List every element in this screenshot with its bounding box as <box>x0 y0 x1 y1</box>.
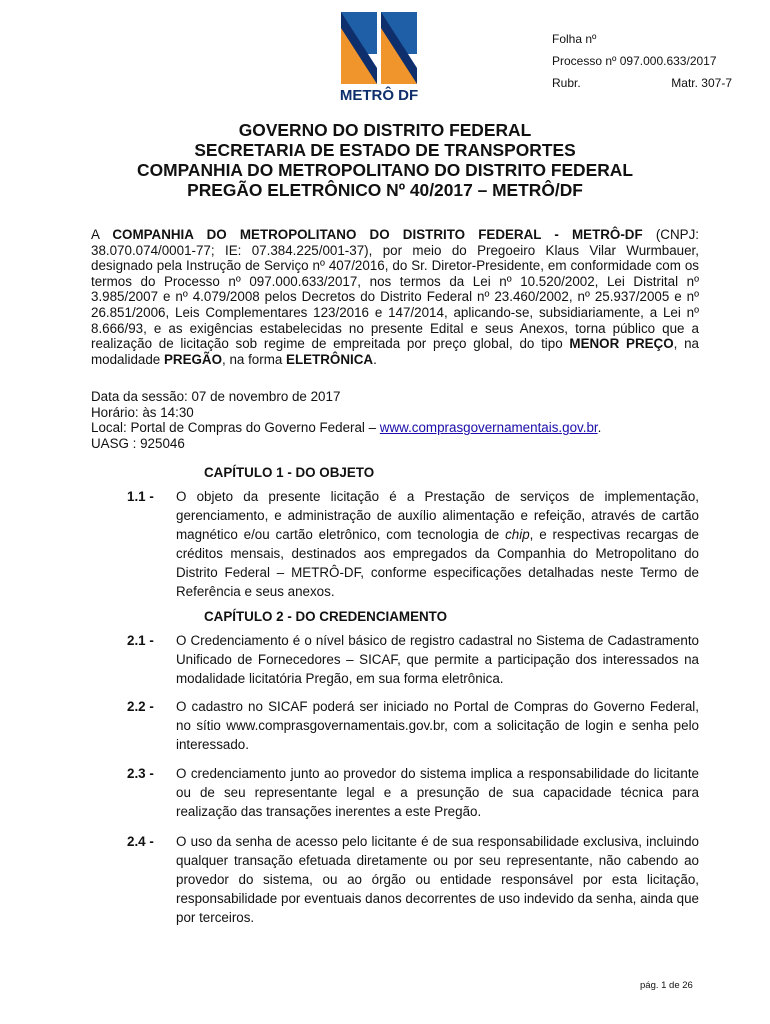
clause-text: O uso da senha de acesso pelo licitante é de sua responsabilidade exclusiva, incluindo qualquer transação efetuada diretamente ou por seu representante, não cabendo ao provedor do sistema, ou ao órgão ou entidade responsável por esta licitação, responsabilidade por eventuais danos decorrentes de uso indevido da senha, ainda que por terceiros. <box>176 834 699 925</box>
clause-number: 2.2 - <box>127 699 154 714</box>
page-number: pág. 1 de 26 <box>640 980 693 991</box>
intro-text-1: A <box>91 227 113 242</box>
clause-text: O objeto da presente licitação é a Prestação de serviços de implementação, gerenciamento, e administração de auxílio alimentação e refeição, através de cartão magnético e/ou cartão eletrônico, com tecnologia de chip, e respectivas recargas de créditos mensais, destinados aos empregados da Companhia do Metropolitano do Distrito Federal – METRÔ-DF, conforme especificações detalhadas neste Termo de Referência e seus anexos. <box>176 489 699 599</box>
clause-2-2 <box>91 697 699 754</box>
clause-number: 2.3 - <box>127 766 154 781</box>
chapter-2-title: CAPÍTULO 2 - DO CREDENCIAMENTO <box>204 609 448 624</box>
matr-label: Matr. 307-7 <box>671 76 732 90</box>
header-line-1: GOVERNO DO DISTRITO FEDERAL <box>238 120 532 140</box>
intro-text-2: (CNPJ: 38.070.074/0001-77; IE: 07.384.225/001-37), por meio do Pregoeiro Klaus Vilar Wurmbauer, designado pela Instrução de Serviço nº 407/2016, do Sr. Diretor-Presidente, em conformidade com os termos do Processo nº 097.000.633/2017, nos termos da Lei nº 10.520/2002, Lei Distrital nº 3.985/2007 e nº 4.079/2008 pelos Decretos do Distrito Federal nº 23.460/2002, nº 25.937/2005 e nº 26.851/2006, Leis Complementares 123/2016 e 147/2014, aplicando-se, subsidiariamente, a Lei nº 8.666/93, e as exigências estabelecidas no presente Edital e seus Anexos, torna público que a realização de licitação sob regime de empreitada por preço global, do tipo <box>91 227 699 352</box>
intro-text-4: , na forma <box>222 351 287 367</box>
svg-text:METRÔ DF: METRÔ DF <box>339 87 419 102</box>
session-time: Horário: às 14:30 <box>91 404 194 420</box>
header-line-2: SECRETARIA DE ESTADO DE TRANSPORTES <box>194 140 576 160</box>
intro-paragraph <box>91 227 699 367</box>
document-header <box>60 120 710 200</box>
clause-2-4 <box>91 832 699 927</box>
chapter-1-title: CAPÍTULO 1 - DO OBJETO <box>204 465 375 480</box>
company-name: COMPANHIA DO METROPOLITANO DO DISTRITO FEDERAL - METRÔ-DF <box>112 227 643 242</box>
intro-text-3: , na modalidade <box>91 336 699 367</box>
uasg-code: UASG : 925046 <box>91 435 185 451</box>
compras-link[interactable]: www.comprasgovernamentais.gov.br <box>379 420 598 436</box>
session-info <box>91 389 699 451</box>
session-date: Data da sessão: 07 de novembro de 2017 <box>91 389 341 404</box>
chip-emphasis: chip <box>505 527 530 542</box>
clause-text: O Credenciamento é o nível básico de registro cadastral no Sistema de Cadastramento Unificado de Fornecedores – SICAF, que permite a participação dos interessados na modalidade licitatória Pregão, em sua forma eletrônica. <box>176 633 699 686</box>
clause-1-1 <box>91 487 699 601</box>
clause-number: 1.1 - <box>127 489 154 504</box>
process-stamp <box>552 28 732 94</box>
metro-df-logo <box>333 6 425 102</box>
clause-number: 2.4 - <box>127 834 154 849</box>
header-line-4: PREGÃO ELETRÔNICO Nº 40/2017 – METRÔ/DF <box>187 180 583 200</box>
clause-text: O cadastro no SICAF poderá ser iniciado no Portal de Compras do Governo Federal, no sítio www.comprasgovernamentais.gov.br, com a solicitação de login e senha pelo interessado. <box>176 699 699 752</box>
modalidade-pregao: PREGÃO <box>163 351 223 367</box>
folha-label: Folha nº <box>552 32 597 46</box>
header-line-3: COMPANHIA DO METROPOLITANO DO DISTRITO FEDERAL <box>137 160 633 180</box>
rubr-label: Rubr. <box>552 76 581 90</box>
session-location <box>91 420 699 436</box>
clause-number: 2.1 - <box>127 633 154 648</box>
clause-2-1 <box>91 631 699 688</box>
clause-text: O credenciamento junto ao provedor do sistema implica a responsabilidade do licitante ou de seu representante legal e a presunção de sua capacidade técnica para realização das transações inerentes a este Pregão. <box>176 766 699 819</box>
forma-eletronica: ELETRÔNICA <box>286 351 374 367</box>
location-prefix: Local: Portal de Compras do Governo Federal – <box>91 420 380 436</box>
clause-2-3 <box>91 764 699 821</box>
processo-number: Processo nº 097.000.633/2017 <box>552 54 717 68</box>
intro-text-5: . <box>373 351 377 367</box>
tipo-menor-preco: MENOR PREÇO <box>569 336 674 352</box>
location-suffix: . <box>597 420 602 436</box>
